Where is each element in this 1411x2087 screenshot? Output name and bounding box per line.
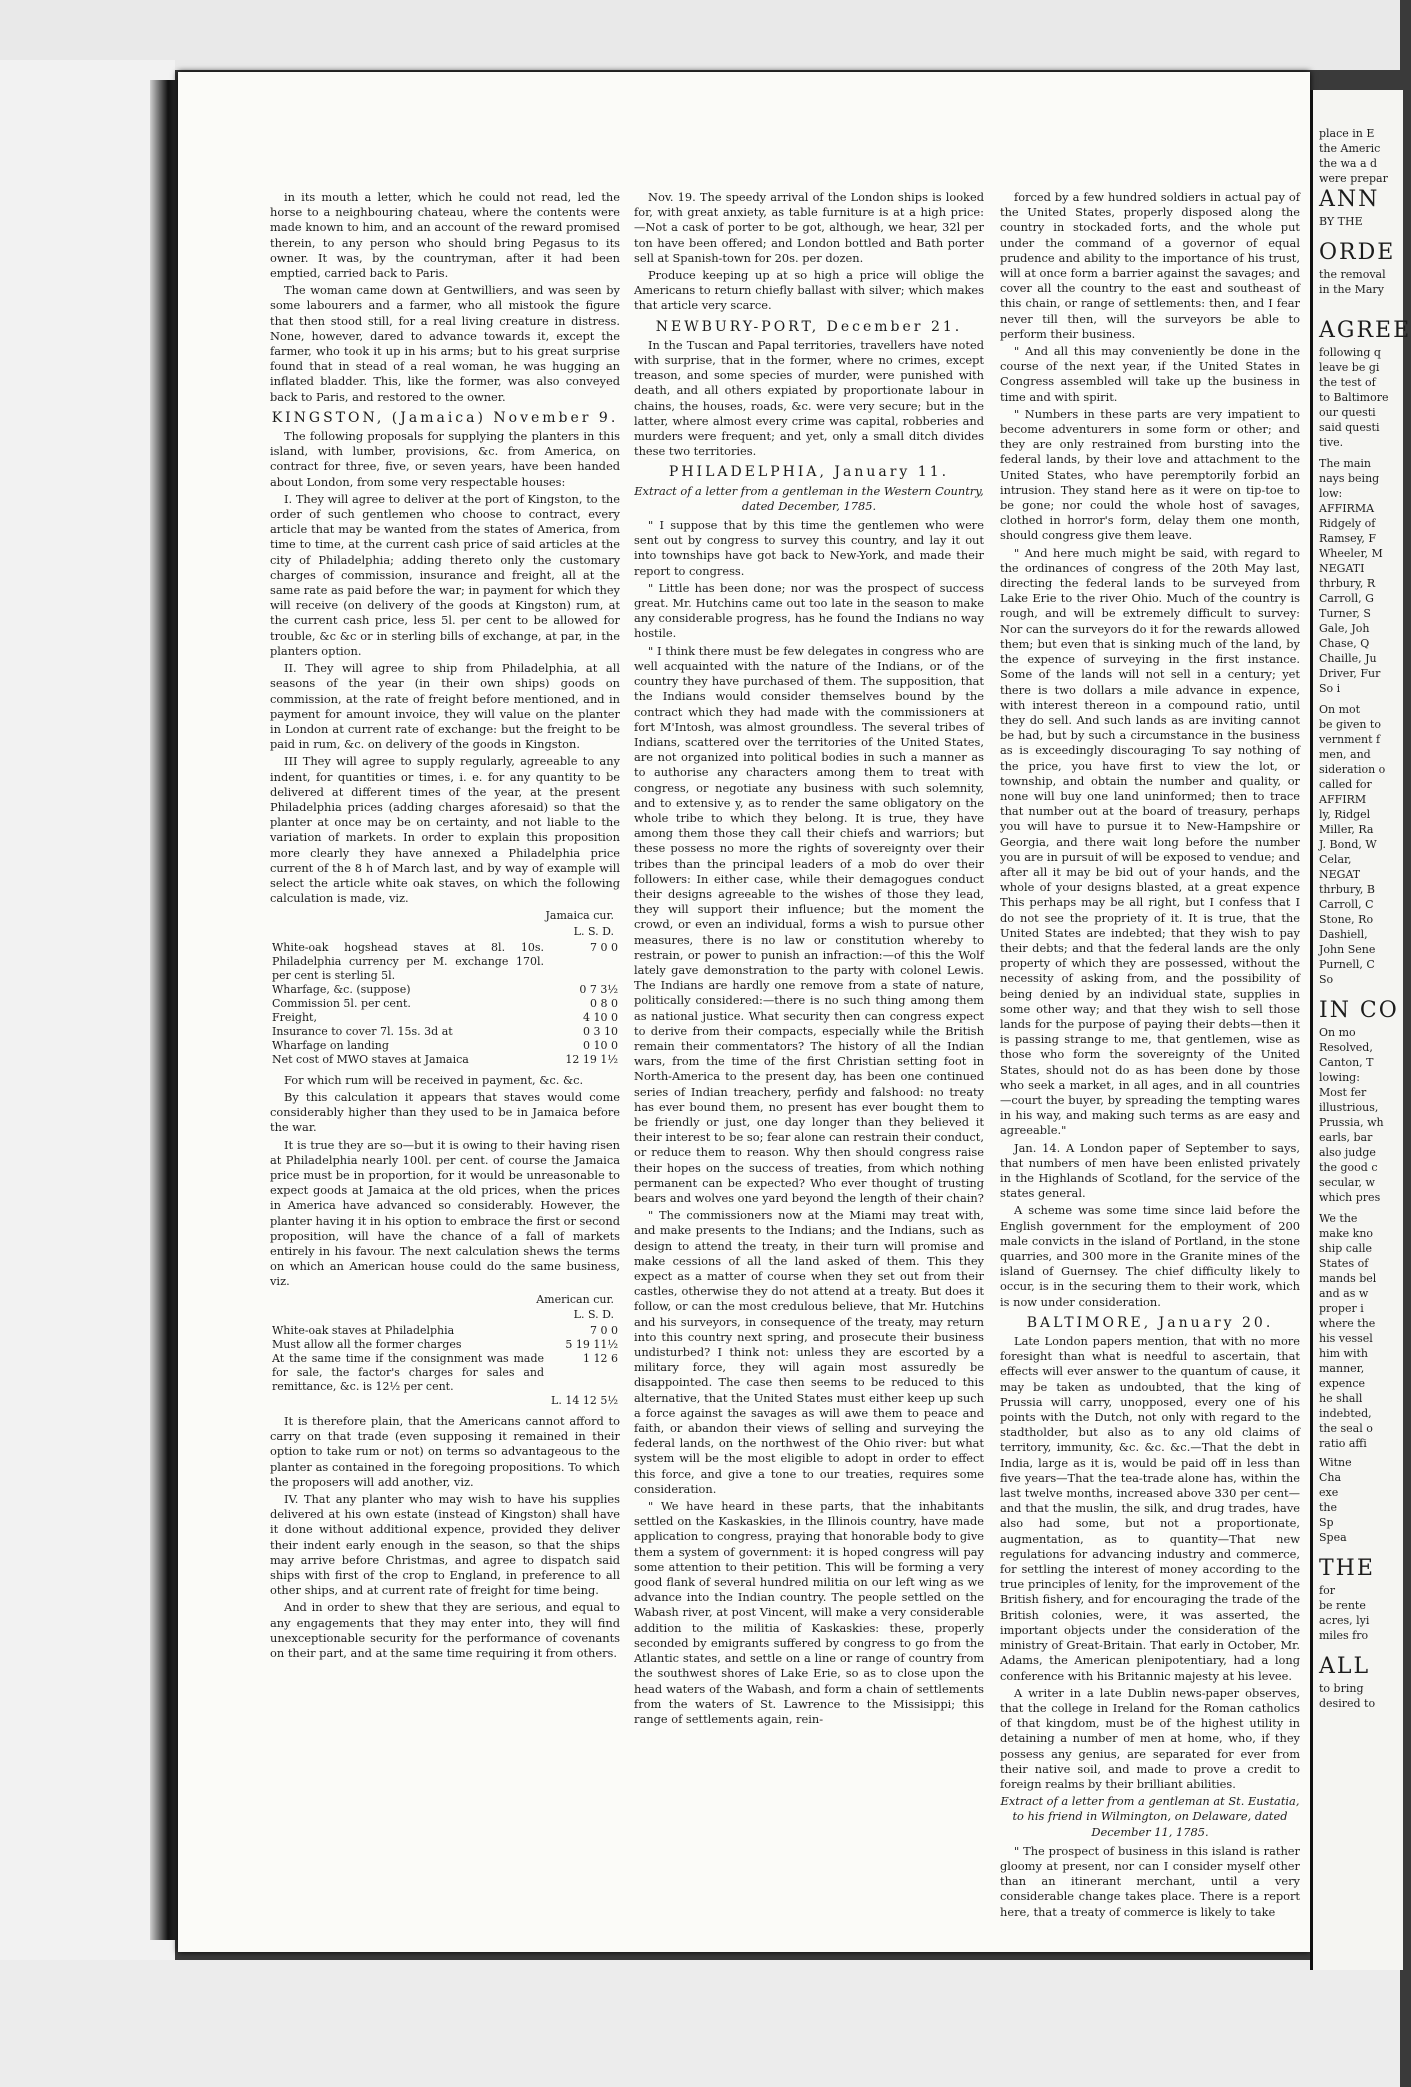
jamaica-calculation-table [270,941,620,1067]
strip-line: also judge [1319,1146,1376,1159]
american-calculation-table [270,1324,620,1408]
adjacent-page-strip [1310,90,1411,1970]
strip-line: Miller, Ra [1319,823,1374,836]
strip-line: indebted, [1319,1407,1372,1420]
philadelphia-dateline: PHILADELPHIA, January 11. [668,464,950,481]
produce-paragraph: Produce keeping up at so high a price will oblige the Americans to return chiefly ballast with silver; which makes that article very scarce. [634,268,984,313]
column-3 [1000,190,1300,1922]
strip-line: Ridgely of [1319,517,1376,530]
table-row-net: Net cost of MWO staves at Jamaica 12 19 1½ [272,1052,618,1066]
table-row: Wharfage, &c. (suppose) 0 7 3½ [272,982,618,996]
americans-cannot-paragraph: It is therefore plain, that the Americans cannot afford to carry on that trade (even supposing it remained in their option to take rum or not) on terms so advantageous to the planter as contained in the foregoing propositions. To which the proposers will add another, viz. [270,1414,620,1489]
strip-line: the test of [1319,376,1376,389]
strip-line: Purnell, C [1319,958,1375,971]
strip-line: Celar, [1319,853,1352,866]
table-row-total: L. 14 12 5½ [551,1394,618,1407]
calculation-note: By this calculation it appears that staves would come considerably higher than they used to be in Jamaica before the war. [270,1089,620,1135]
newspaper-page [178,72,1310,1952]
strip-line: low: [1319,487,1343,500]
letter-paragraph-3: " I think there must be few delegates in congress who are well acquainted with the nature of the Indians, or of the country they have purchased of them. The supposition, that the Indians would consider themselves bound by the contract which they had made with the commissioners at fort M'Intosh, was almost groundless. The several tribes of Indians, scattered over the territories of the United States, are not organized into political bodies in such a manner as to authorise any characters among them to treat with congress, or negotiate any business with such solemnity, and to extensive y, as to render the same obligatory on the whole tribe to which they belong. It is true, they have among them those they call their chiefs and warriors; but these possess no more the rights of sovereignty over their tribes than the principal leaders of a mob do over their followers: In either case, while their demagogues conduct their designs agreeable to the wishes of those they lead, they will support their influence; but the moment the crowd, or even an individual, forms a wish to pursue other measures, there is no law or constitution whereby to restrain, or power to punish an infraction:—of this the Wolf lately gave demonstration to the party with colonel Lewis. The Indians are hardly one remove from a state of nature, politically considered:—there is no such thing among them as national justice. What security then can congress expect to derive from their compacts, especially while the British remain their commentators? The history of all the Indian wars, from the time of the first Christian setting foot in North-America to the present day, has been one continued series of Indian treachery, perfidy and falshood: no treaty has ever bound them, no present has ever bought them to be friendly or just, one day longer than they believed it their interest to be so; fear alone can restrain their conduct, or reduce them to reason. Why then should congress raise their hopes on the success of treaties, from which nothing permanent can be expected? Who ever thought of trusting bears and wolves one yard beyond the length of their chain? [634,643,984,1205]
strip-line: our questi [1319,406,1376,419]
strip-line: be rente [1319,1599,1366,1612]
strip-line: desired to [1319,1697,1376,1710]
strip-line: States of [1319,1257,1369,1270]
strip-line: following q [1319,346,1381,359]
strip-line: him with [1319,1347,1368,1360]
st-eustatia-subhead: Extract of a letter from a gentleman at St. Eustatia, to his friend in Wilmington, on Delaware, dated December 11, 1785. [1000,1794,1300,1839]
table-row: Must allow all the former charges 5 19 11½ [272,1338,618,1351]
letter-paragraph-1: " I suppose that by this time the gentlemen who were sent out by congress to survey this country, and lay it out into townships have got back to New-York, and made their report to congress. [634,518,984,578]
lsd-header-1: L. S. D. [573,924,614,938]
strip-spacer [1313,229,1403,239]
strip-line: John Sene [1319,943,1376,956]
strip-line: where the [1319,1317,1376,1330]
strip-line: leave be gi [1319,361,1380,374]
strip-line: thrbury, R [1319,577,1376,590]
column-1 [270,190,620,1663]
strip-line: Prussia, wh [1319,1116,1384,1129]
strip-line: Driver, Fur [1319,667,1381,680]
strip-spacer [1313,297,1403,317]
letter-continued-4: " And here much might be said, with regard to the ordinances of congress of the 20th May last, directing the federal lands to be surveyed from Lake Erie to the river Ohio. Much of the country is rough, and will be extremely difficult to survey: Nor can the surveyors do it for the rewards allowed them; but even that is sinking much of the land, by the expence of surveying in the first instance. Some of the lands will not sell in a century; yet there is two dollars a mile advance in expence, with interest thereon in a compound ratio, until they do sell. And such lands as are inviting cannot be had, but by such a circumstance in the business as is exceedingly discouraging To say nothing of the price, you have first to view the lot, or township, and obtain the number and quality, or none will buy one land uninformed; then to trace that number out at the board of treasury, perhaps you will have to pursue it to New-Hampshire or Georgia, and there wait long before the number you are in pursuit of will be exposed to vendue; and after all it may be bid out of your hands, and the whole of your designs blasted, at a great expence This perhaps may be all right, but I confess that I do not see the propriety of it. It is true, that the United States are indebted; that they wish to pay their debts; and that the federal lands are the only property of which they are possessed, without the necessity of asking from, and the possibility of being denied by an individual state, supplies in some other way; and that they wish to sell those lands for the purpose of paying their debts—then it is passing strange to me, that gentlemen, wise as those who form the sovereignty of the United States, should not do as has been done by those who seek a market, in all ages, and in all countries—court the buyer, by spreading the tempting wares in his way, and making such terms as are easy and agreeable." [1000,545,1300,1138]
strip-line: Chase, Q [1319,637,1370,650]
strip-line: acres, lyi [1319,1614,1370,1627]
convicts-scheme-paragraph: A scheme was some time since laid before the English government for the employment of 200 male convicts in the island of Portland, in the stone quarries, and 300 more in the Granite mines of the island of Guernsey. The chief difficulty likely to occur, is in the securing them to their work, which is now under consideration. [1000,1203,1300,1309]
strip-line: vernment f [1319,733,1381,746]
western-letter-subhead: Extract of a letter from a gentleman in the Western Country, dated December, 1785. [634,483,984,513]
strip-line: Dashiell, [1319,928,1368,941]
strip-line: thrbury, B [1319,883,1375,896]
letter-continued-1: forced by a few hundred soldiers in actual pay of the United States, properly disposed along the country in stockaded forts, and the whole put under the command of a governor of equal prudence and ability to the importance of his trust, will at once form a barrier against the savages; and cover all the country to the east and southeast of this chain, or range of settlements: then, and I fear never till then, will the surveyors be able to perform their business. [1000,190,1300,341]
kingston-dateline: KINGSTON, (Jamaica) November 9. [271,409,619,426]
strip-line: On mo [1319,1026,1356,1039]
strip-line: NEGATI [1319,562,1365,575]
strip-line: said questi [1319,421,1380,434]
proposal-2: II. They will agree to ship from Philadelphia, at all seasons of the year (in their own ships) goods on commission, at the rate of freight before mentioned, and in payment for amount invoice, they will value on the planter in London at current rate of exchange: but the freight to be paid in rum, &c. on delivery of the goods in Kingston. [270,661,620,752]
strip-line: place in E [1319,127,1375,140]
woman-figure-paragraph: The woman came down at Gentwilliers, and was seen by some labourers and a farmer, who all mistook the figure that then stood still, for a real living creature in distress. None, however, dared to advance towards it, except the farmer, who took it up in his arms; but to his great surprise found that in stead of a real woman, he was hugging an inflated bladder. This, like the former, was also conveyed back to Paris, and restored to the owner. [270,283,620,404]
strip-line: So i [1319,682,1341,695]
strip-line: the seal o [1319,1422,1373,1435]
letter-paragraph-5: " We have heard in these parts, that the inhabitants settled on the Kaskaskies, in the Illinois country, have made application to congress, praying that honorable body to give them a system of government: it is hoped congress will pay some attention to their petition. This will be forming a very good flank of several hundred militia on our left wing as we advance into the Indian country. The people settled on the Wabash river, at post Vincent, will make a very considerable addition to the militia of Kaskaskies: these, properly seconded by emigrants suffered by congress to go from the Atlantic states, and settle on a line or range of country from the southwest shores of Lake Erie, so as to close upon the head waters of the Wabash, and form a chain of settlements from the waters of St. Lawrence to the Missisippi; this range of settlements again, rein- [634,1499,984,1726]
strip-line: J. Bond, W [1319,838,1377,851]
strip-line: men, and [1319,748,1371,761]
strip-line: in the Mary [1319,283,1384,296]
strip-line: miles fro [1319,1629,1369,1642]
price-rise-paragraph: It is true they are so—but it is owing to their having risen at Philadelphia nearly 100l. per cent. of course the Jamaica price must be in proportion, for it would be unreasonable to expect goods at Jamaica at the old prices, when the prices in America have advanced so considerably. However, the planter having it in his option to embrace the first or second proposition, will have the chance of a fall of markets entirely in his favour. The next calculation shews the terms on which an American house could do the same business, viz. [270,1137,620,1289]
american-currency-header: American cur. [536,1292,614,1306]
london-paper-paragraph: Jan. 14. A London paper of September to says, that numbers of men have been enlisted privately in the Highlands of Scotland, for the service of the states general. [1000,1140,1300,1201]
strip-line: make kno [1319,1227,1374,1240]
jamaica-currency-header: Jamaica cur. [545,909,614,923]
st-eustatia-paragraph: " The prospect of business in this island is rather gloomy at present, nor can I consider myself other than an itinerant merchant, until a very considerable change takes place. There is a report here, that a treaty of commerce is likely to take [1000,1843,1300,1919]
strip-line: We the [1319,1212,1358,1225]
proposal-3: III They will agree to supply regularly, agreeable to any indent, for quantities or times, i. e. for any quantity to be delivered at different times of the year, at the present Philadelphia prices (adding charges aforesaid) so that the planter at once may be on certainty, and not liable to the variation of markets. In order to explain this proposition more clearly they have annexed a Philadelphia price current of the 8 h of March last, and by way of example will select the article white oak staves, on which the following calculation is made, viz. [270,754,620,906]
strip-line: sideration o [1319,763,1386,776]
strip-line: the [1319,1501,1338,1514]
strip-line: the good c [1319,1161,1378,1174]
strip-line: On mot [1319,703,1361,716]
strip-line: earls, bar [1319,1131,1373,1144]
letter-continued-2: " And all this may conveniently be done in the course of the next year, if the United States in Congress assembled will take up the business in time and with spirit. [1000,344,1300,404]
proposal-4: IV. That any planter who may wish to have his supplies delivered at his own estate (instead of Kingston) shall have it done without additional expence, provided they deliver their indent early enough in the season, so that the ships may arrive before Christmas, and agree to dispatch said ships with first of the crop to England, in preference to all other ships, and at current rate of freight for time being. [270,1492,620,1598]
letter-continued-3: " Numbers in these parts are very impatient to become adventurers in some form or other; and they are only restrained from bursting into the federal lands, by their love and attachment to the United States, who have peremptorily forbid an intrusion. They stand here as it were on tip-toe to be gone; nor could the whole host of savages, clothed in horror's form, delay them one month, should congress give them leave. [1000,406,1300,543]
table-row: White-oak staves at Philadelphia 7 0 0 [272,1324,618,1337]
lsd-header-2: L. S. D. [573,1307,614,1321]
horse-letter-paragraph: in its mouth a letter, which he could not read, led the horse to a neighbouring chateau, where the contents were made known to him, and an account of the reward promised therein, to any person who should bring Pegasus to its owner. It was, by the countryman, after it had been emptied, carried back to Paris. [270,190,620,281]
strip-heading: ALL [1319,1654,1371,1679]
strip-line: and as w [1319,1287,1369,1300]
strip-line: Spea [1319,1531,1347,1544]
london-ships-paragraph: Nov. 19. The speedy arrival of the London ships is looked for, with great anxiety, as table furniture is at a high price:—Not a cask of porter to be got, although, we hear, 32l per ton have been offered; and London bottled and Bath porter sell at Spanish-town for 20s. per dozen. [634,190,984,265]
newbury-port-dateline: NEWBURY-PORT, December 21. [655,318,963,335]
strip-line: be given to [1319,718,1381,731]
strip-line: manner, [1319,1362,1365,1375]
table-row: White-oak hogshead staves at 8l. 10s. Philadelphia currency per M. exchange 170l. per cent is sterling 5l. 7 0 0 [272,940,618,982]
column-2 [634,190,984,1729]
strip-line: Carroll, C [1319,898,1374,911]
strip-line: ly, Ridgel [1319,808,1371,821]
strip-line: for [1319,1584,1335,1597]
strip-line: Resolved, [1319,1041,1373,1054]
strip-heading: THE [1319,1556,1375,1581]
security-paragraph: And in order to shew that they are serious, and equal to any engagements that they may enter into, they will find unexceptionable security for the performance of covenants on their part, and at the same time requiring it from others. [270,1600,620,1661]
strip-line: secular, w [1319,1176,1375,1189]
dublin-writer-paragraph: A writer in a late Dublin news-paper observes, that the college in Ireland for the Roman catholics of that kingdom, must be of the highest utility in detaining a number of men at home, who, if they possess any genius, are separated for ever from their native soil, and made to prove a credit to foreign realms by their brilliant abilities. [1000,1685,1300,1791]
baltimore-dateline: BALTIMORE, January 20. [1026,1314,1274,1331]
strip-line: expence [1319,1377,1366,1390]
strip-line: Stone, Ro [1319,913,1374,926]
letter-paragraph-2: " Little has been done; nor was the prospect of success great. Mr. Hutchins came out too late in the season to make any considerable progress, has he found the Indians no way hostile. [634,580,984,641]
tuscan-papal-paragraph: In the Tuscan and Papal territories, travellers have noted with surprise, that in the former, where no crimes, except treason, and some species of murder, were punished with death, and all others expiated by proportionate labour in chains, the houses, roads, &c. were very secure; but in the latter, where almost every crime was capital, robberies and murders were frequent; and yet, only a small ditch divides these two territories. [634,337,984,459]
scan-background-top [0,0,1400,70]
strip-line: Witne [1319,1456,1352,1469]
strip-heading: ANN [1319,187,1380,212]
adjacent-page-text [1313,90,1411,1711]
letter-paragraph-4: " The commissioners now at the Miami may treat with, and make presents to the Indians; and the Indians, such as design to attend the treaty, in their turn will promise and make cessions of all the land asked of them. This they expect as a matter of course when they set out from their castles, otherwise they do not attend at a treaty. But does it follow, or can the most credulous believe, that Mr. Hutchins and his surveyors, in consequence of the treaty, may return into this country next spring, and prosecute their business undisturbed? I think not: unless they are escorted by a military force, they will again most assuredly be disappointed. The case then seems to be reduced to this alternative, that the United States must either keep up such a force against the savages as will awe them to peace and faith, or abandon their views of selling and surveying the federal lands, on the northwest of the Ohio river: but what system will be the most eligible to adopt in order to effect this force, and give a tone to our treaties, requires some consideration. [634,1208,984,1496]
strip-line: Ramsey, F [1319,532,1377,545]
rum-payment-line: For which rum will be received in payment, &c. &c. [284,1072,584,1087]
strip-spacer [1313,1545,1403,1555]
strip-line: Gale, Joh [1319,622,1370,635]
table-row: Insurance to cover 7l. 15s. 3d at 0 3 10 [272,1024,618,1038]
table-row: Wharfage on landing 0 10 0 [272,1038,618,1052]
strip-line: illustrious, [1319,1101,1379,1114]
strip-spacer [1313,987,1403,997]
strip-line: proper i [1319,1302,1364,1315]
strip-line: which pres [1319,1191,1381,1204]
strip-line: nays being [1319,472,1380,485]
strip-heading: IN CO [1319,998,1399,1023]
strip-heading: ORDE [1319,240,1396,265]
strip-line: AFFIRM [1319,793,1367,806]
strip-line: mands bel [1319,1272,1377,1285]
strip-line: lowing: [1319,1071,1360,1084]
strip-line: BY THE [1319,215,1363,228]
strip-line: were prepar [1319,172,1388,185]
strip-line: Chaille, Ju [1319,652,1377,665]
strip-line: Wheeler, M [1319,547,1383,560]
london-papers-paragraph: Late London papers mention, that with no more foresight than what is needful to ascertain, that effects will ever answer to the quantum of cause, it may be taken as undoubted, that the king of Prussia will carry, unopposed, every one of his points with the Dutch, not only with regard to the stadtholder, but also as to any old claims of territory, immunity, &c. &c. &c.—That the debt in India, large as it is, would be paid off in less than five years—That the tea-trade alone has, within the last twelve months, increased above 330 per cent—and that the muslin, the silk, and drug trades, have also had some, but not a proportionate, augmentation, as to quantity—That new regulations for advancing industry and commerce, for settling the interest of money according to the true principles of lenity, for the improvement of the British fishery, and for encouraging the trade of the British colonies, were, it was asserted, the important objects under the consideration of the ministry of Great-Britain. That early in October, Mr. Adams, the American plenipotentiary, had a long conference with his Britannic majesty at his levee. [1000,1334,1300,1683]
strip-line: Turner, S [1319,607,1371,620]
strip-line: So [1319,973,1334,986]
book-binding [150,80,180,1940]
strip-line: he shall [1319,1392,1363,1405]
strip-line: The main [1319,457,1372,470]
table-row: Freight, 4 10 0 [272,1010,618,1024]
strip-line: NEGAT [1319,868,1361,881]
strip-line: the Americ [1319,142,1381,155]
strip-line: his vessel [1319,1332,1373,1345]
strip-line: Canton, T [1319,1056,1374,1069]
scan-background-bottom [0,1960,1400,2087]
strip-line: to Baltimore [1319,391,1389,404]
strip-line: the removal [1319,268,1386,281]
strip-line: Most fer [1319,1086,1367,1099]
strip-line: AFFIRMA [1319,502,1375,515]
strip-line: ship calle [1319,1242,1373,1255]
strip-line: the wa a d [1319,157,1378,170]
strip-heading: AGREE [1319,318,1411,343]
table-row: Commission 5l. per cent. 0 8 0 [272,996,618,1010]
proposals-intro: The following proposals for supplying the planters in this island, with lumber, provisions, &c. from America, on contract for three, five, or seven years, have been handed about London, from some very respectable houses: [270,429,620,489]
strip-line: to bring [1319,1682,1364,1695]
strip-line: exe [1319,1486,1339,1499]
table-row: At the same time if the consignment was made for sale, the factor's charges for sales and remittance, &c. is 12½ per cent. 1 12 6 [272,1352,618,1393]
strip-line: Sp [1319,1516,1334,1529]
strip-line: ratio affi [1319,1437,1367,1450]
strip-line: Carroll, G [1319,592,1374,605]
strip-line: Cha [1319,1471,1342,1484]
strip-spacer [1313,1643,1403,1653]
strip-line: called for [1319,778,1372,791]
proposal-1: I. They will agree to deliver at the port of Kingston, to the order of such gentlemen who choose to contract, every article that may be wanted from the states of America, from time to time, at the current cash price of said articles at the city of Philadelphia; adding thereto only the customary charges of commission, insurance and freight, all at the same rate as paid before the war; in payment for which they will receive (on delivery of the goods at Kingston) rum, at the current cash price, less 5l. per cent to be allowed for trouble, &c &c or in sterling bills of exchange, at par, in the planters option. [270,491,620,658]
scan-background-left [0,60,175,1960]
strip-line: tive. [1319,436,1344,449]
strip-spacer [1313,90,1403,126]
